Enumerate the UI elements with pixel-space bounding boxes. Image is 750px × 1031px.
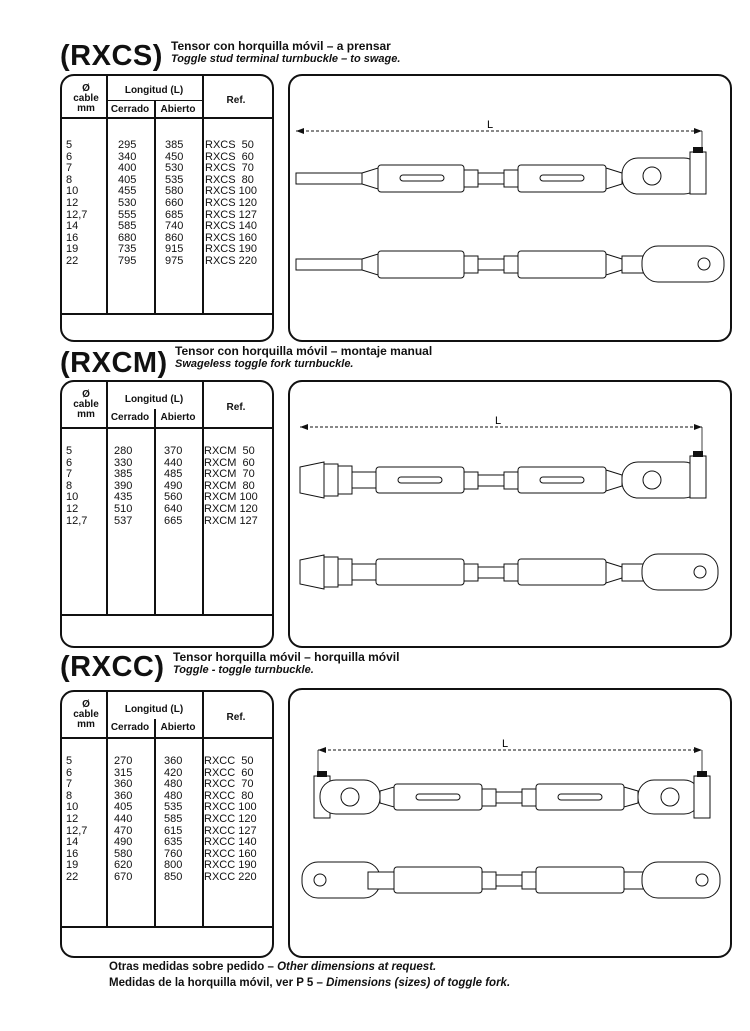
table-cell: 455 (118, 185, 137, 198)
table-cell: 490 (114, 836, 133, 849)
col-cable (66, 756, 87, 884)
table-cell: 10 (66, 185, 79, 198)
table-cell: 535 (165, 173, 184, 186)
table-cell: 915 (165, 243, 184, 256)
table-cell: 537 (114, 514, 133, 527)
table-cell: 6 (66, 766, 73, 779)
section-title-en: Swageless toggle fork turnbuckle. (175, 358, 354, 370)
table-cell: 7 (66, 778, 73, 791)
table-cell: 635 (164, 836, 183, 849)
table-cell: 360 (164, 755, 183, 767)
table-cell: RXCC 100 (204, 801, 257, 814)
header-length: Longitud (L) (124, 85, 184, 96)
table-cell: 12 (66, 196, 79, 209)
table-cell: RXCC 120 (204, 812, 257, 825)
table-cell: 12 (66, 502, 79, 515)
table-cell: 6 (66, 150, 73, 163)
header-closed: Cerrado (110, 104, 150, 115)
table-cell: 580 (165, 185, 184, 198)
table-cell: 370 (164, 445, 183, 457)
table-cell: 360 (114, 789, 133, 802)
dimension-label: L (502, 738, 509, 750)
table-cell: 670 (114, 870, 133, 883)
table-cell: 585 (164, 812, 183, 825)
section-code: (RXCS) (60, 40, 163, 72)
table-cell: 530 (165, 162, 184, 175)
table-cell: RXCM 70 (204, 468, 255, 481)
drawing-panel (288, 688, 732, 958)
header-ref: Ref. (226, 712, 246, 723)
table-cell: 490 (164, 479, 183, 492)
section-code: (RXCM) (60, 347, 168, 379)
table-cell: RXCC 160 (204, 847, 257, 860)
section-title-es: Tensor horquilla móvil – horquilla móvil (173, 650, 400, 664)
table-cell: 440 (164, 456, 183, 469)
header-closed: Cerrado (110, 722, 150, 733)
table-cell: 685 (165, 208, 184, 221)
header-cable: Ø cable mm (73, 83, 99, 114)
table-cell: 665 (164, 514, 183, 527)
table-cell: 850 (164, 870, 183, 883)
table-cell: 14 (66, 836, 79, 849)
table-cell: RXCM 60 (204, 456, 255, 469)
dimension-label: L (495, 415, 502, 427)
table-cell: 12,7 (66, 514, 88, 527)
table-cell: 510 (114, 502, 133, 515)
table-cell: 860 (165, 231, 184, 244)
table-cell: 19 (66, 243, 79, 256)
header-ref: Ref. (226, 95, 246, 106)
table-cell: RXCM 100 (204, 491, 258, 504)
table-cell: RXCC 190 (204, 859, 257, 872)
table-cell: 470 (114, 824, 133, 837)
table-cell: 385 (165, 139, 184, 151)
table-cell: RXCM 80 (204, 479, 255, 492)
table-cell: RXCM 127 (204, 514, 258, 527)
header-cable: Ø cable mm (73, 389, 99, 420)
table-cell: 585 (118, 220, 137, 233)
section-title-en: Toggle - toggle turnbuckle. (173, 664, 314, 676)
table-cell: 530 (118, 196, 137, 209)
table-cell: 7 (66, 468, 73, 481)
table-cell: 5 (66, 755, 73, 767)
table-cell: 19 (66, 859, 79, 872)
dimension-label: L (487, 119, 494, 131)
header-open: Abierto (160, 104, 196, 115)
table-cell: 560 (164, 491, 183, 504)
table-cell: 580 (114, 847, 133, 860)
table-cell: 435 (114, 491, 133, 504)
header-ref: Ref. (226, 402, 246, 413)
header-cable: Ø cable mm (73, 699, 99, 730)
table-cell: RXCC 70 (204, 778, 254, 791)
table-cell: 8 (66, 479, 73, 492)
table-cell: 535 (164, 801, 183, 814)
table-cell: 390 (114, 479, 133, 492)
table-cell: RXCS 60 (205, 150, 254, 163)
table-cell: 315 (114, 766, 133, 779)
table-cell: RXCM 120 (204, 502, 258, 515)
table-cell: 10 (66, 801, 79, 814)
table-cell: 680 (118, 231, 137, 244)
table-cell: RXCC 60 (204, 766, 254, 779)
table-cell: RXCS 120 (205, 196, 257, 209)
table-cell: 400 (118, 162, 137, 175)
footer-note-2: Medidas de la horquilla móvil, ver P 5 – Dimensions (sizes) of toggle fork. (109, 977, 511, 989)
table-cell: 385 (114, 468, 133, 481)
divider (62, 926, 272, 928)
col-closed (114, 756, 132, 884)
turnbuckle-drawing (290, 690, 730, 956)
table-cell: 16 (66, 231, 79, 244)
table-cell: 22 (66, 870, 79, 883)
col-ref (204, 756, 257, 884)
table-cell: RXCS 70 (205, 162, 254, 175)
table-cell: 270 (114, 755, 133, 767)
table-cell: 615 (164, 824, 183, 837)
header-length: Longitud (L) (124, 394, 184, 405)
table-cell: 405 (118, 173, 137, 186)
table-cell: 640 (164, 502, 183, 515)
divider (106, 692, 108, 926)
table-cell: 16 (66, 847, 79, 860)
table-cell: 12 (66, 812, 79, 825)
table-cell: RXCC 140 (204, 836, 257, 849)
table-cell: 480 (164, 778, 183, 791)
table-cell: 8 (66, 789, 73, 802)
table-cell: 740 (165, 220, 184, 233)
footer-note-1: Otras medidas sobre pedido – Other dimensions at request. (109, 961, 437, 973)
header-length: Longitud (L) (124, 704, 184, 715)
table-cell: RXCS 190 (205, 243, 257, 256)
table-cell: 5 (66, 445, 73, 457)
spec-table (60, 690, 274, 958)
table-cell: 620 (114, 859, 133, 872)
table-cell: RXCS 140 (205, 220, 257, 233)
table-cell: 340 (118, 150, 137, 163)
table-cell: 555 (118, 208, 137, 221)
header-open: Abierto (160, 722, 196, 733)
table-cell: 795 (118, 254, 137, 267)
table-cell: 22 (66, 254, 79, 267)
table-cell: RXCS 127 (205, 208, 257, 221)
section-title-en: Toggle stud terminal turnbuckle – to swage. (171, 53, 401, 65)
table-cell: RXCS 50 (205, 139, 254, 151)
table-cell: RXCS 220 (205, 254, 257, 267)
table-cell: 450 (165, 150, 184, 163)
table-cell: 12,7 (66, 824, 88, 837)
table-cell: RXCS 80 (205, 173, 254, 186)
table-cell: 12,7 (66, 208, 88, 221)
table-cell: 485 (164, 468, 183, 481)
table-cell: 975 (165, 254, 184, 267)
col-open (164, 756, 182, 884)
table-cell: 280 (114, 445, 133, 457)
section-title-es: Tensor con horquilla móvil – a prensar (171, 39, 391, 53)
table-cell: RXCC 127 (204, 824, 257, 837)
header-closed: Cerrado (110, 412, 150, 423)
divider (154, 719, 156, 926)
table-cell: 660 (165, 196, 184, 209)
table-cell: RXCC 220 (204, 870, 257, 883)
table-cell: 295 (118, 139, 137, 151)
table-cell: 7 (66, 162, 73, 175)
table-cell: RXCC 50 (204, 755, 254, 767)
table-cell: RXCS 100 (205, 185, 257, 198)
table-cell: 6 (66, 456, 73, 469)
table-cell: RXCM 50 (204, 445, 255, 457)
section-title-es: Tensor con horquilla móvil – montaje manual (175, 344, 433, 358)
divider (62, 737, 272, 739)
table-cell: 440 (114, 812, 133, 825)
table-cell: 14 (66, 220, 79, 233)
table-cell: 735 (118, 243, 137, 256)
table-cell: RXCS 160 (205, 231, 257, 244)
table-cell: 800 (164, 859, 183, 872)
table-cell: 480 (164, 789, 183, 802)
table-cell: 760 (164, 847, 183, 860)
section-code: (RXCC) (60, 651, 165, 683)
table-cell: 405 (114, 801, 133, 814)
table-cell: 420 (164, 766, 183, 779)
table-cell: 8 (66, 173, 73, 186)
table-cell: 330 (114, 456, 133, 469)
table-cell: 10 (66, 491, 79, 504)
header-open: Abierto (160, 412, 196, 423)
table-cell: 5 (66, 139, 73, 151)
table-cell: RXCC 80 (204, 789, 254, 802)
table-cell: 360 (114, 778, 133, 791)
